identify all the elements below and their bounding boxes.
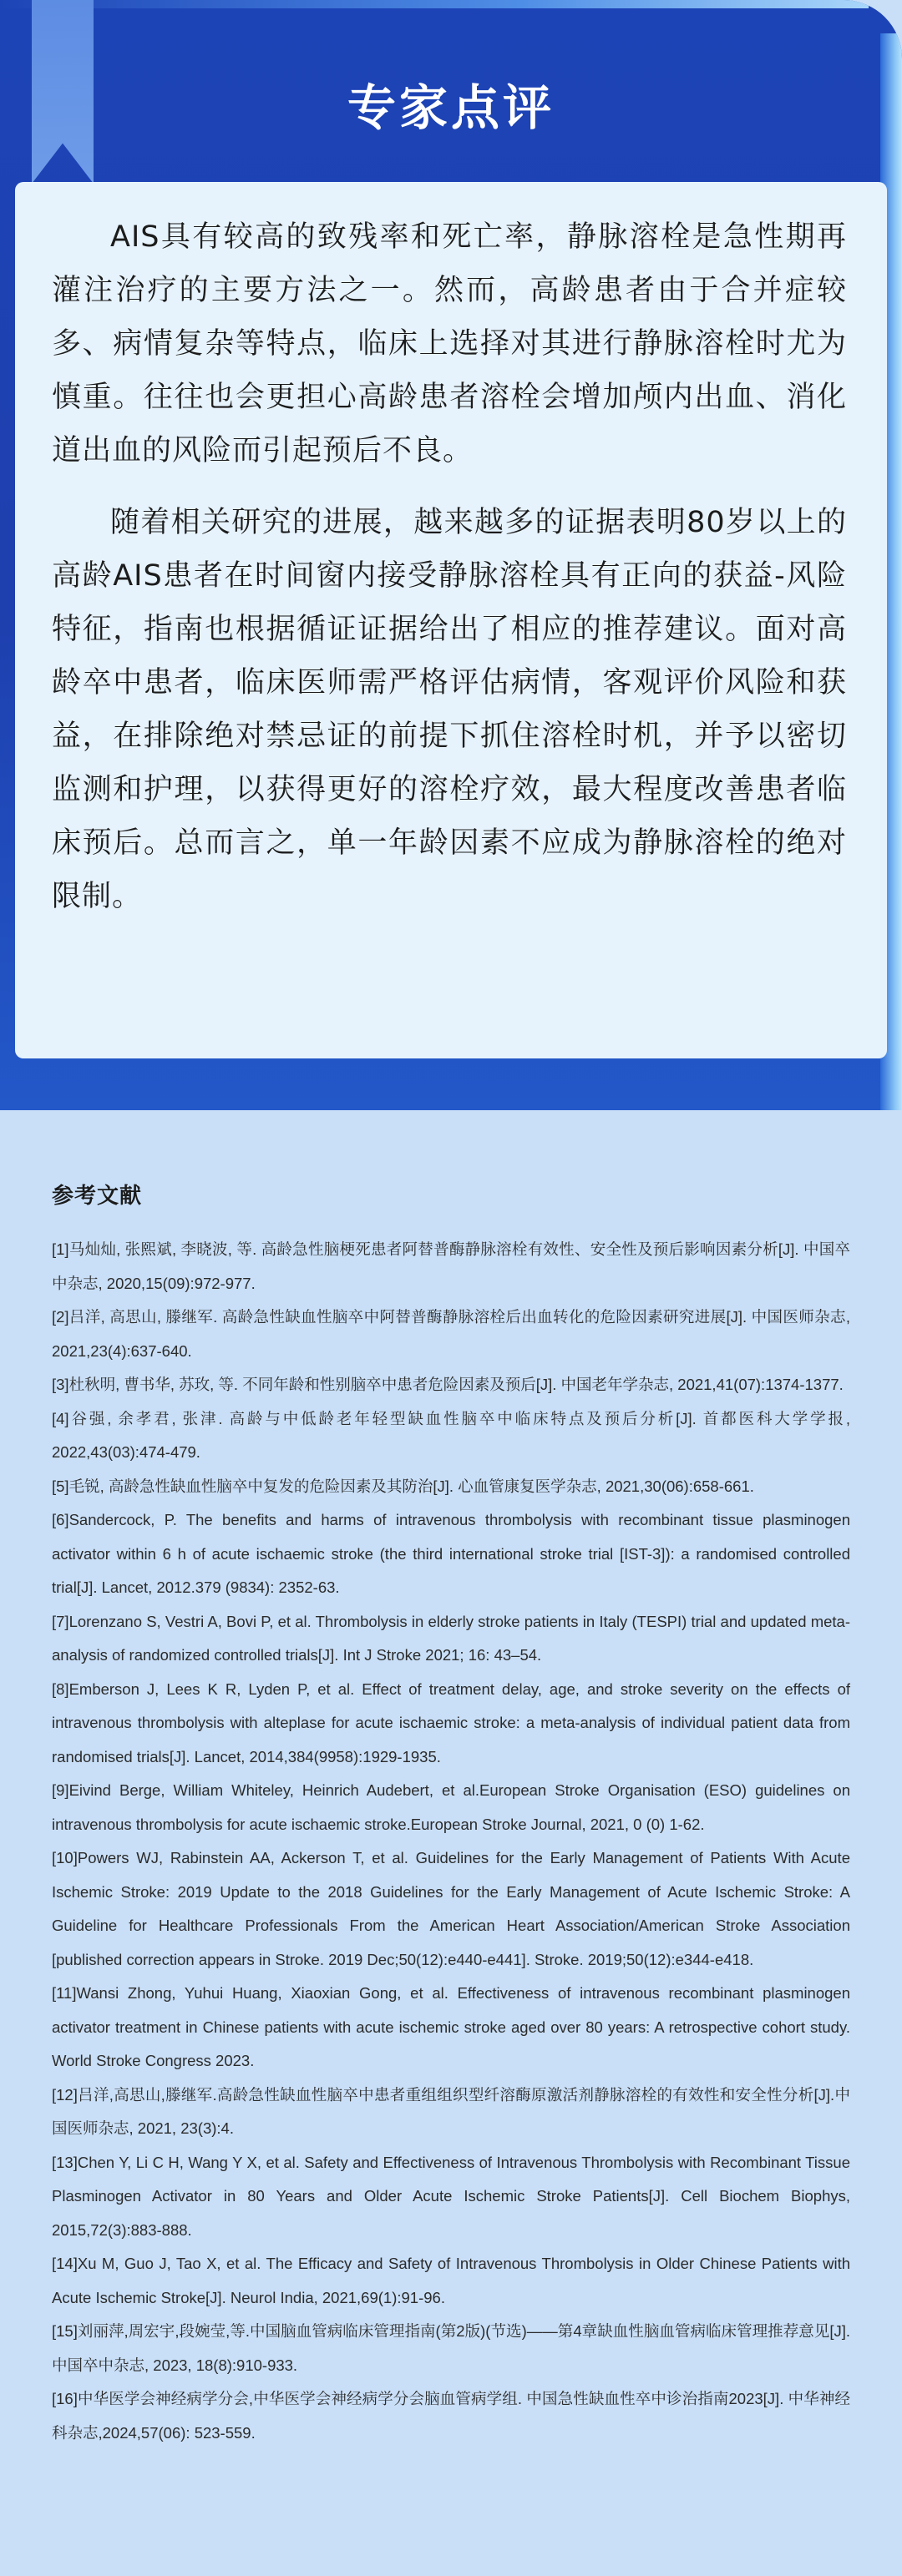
comment-paragraph-1: AIS具有较高的致残率和死亡率，静脉溶栓是急性期再灌注治疗的主要方法之一。然而，高龄患者由于合并症较多、病情复杂等特点，临床上选择对其进行静脉溶栓时尤为慎重。往往也会更担心高龄患者溶栓会增加颅内出血、消化道出血的风险而引起预后不良。 xyxy=(52,220,847,467)
references-heading: 参考文献 xyxy=(52,1184,143,1209)
reference-item: [5]毛锐, 高龄急性缺血性脑卒中复发的危险因素及其防治[J]. 心血管康复医学杂志, 2021,30(06):658-661. xyxy=(52,1477,754,1495)
reference-item: [15]刘丽萍,周宏宇,段婉莹,等.中国脑血管病临床管理指南(第2版)(节选)——第4章缺血性脑血管病临床管理推荐意见[J].中国卒中杂志, 2023, 18(8):910-933. xyxy=(52,2322,850,2374)
reference-item: [9]Eivind Berge, William Whiteley, Heinrich Audebert, et al.European Stroke Organisation (ESO) guidelines on intravenous thrombolysis for acute ischaemic stroke.European Stroke Journal, 2021, 0 (0) 1-62. xyxy=(52,1781,850,1833)
references-section xyxy=(52,1179,850,2450)
references-list xyxy=(52,1233,850,2450)
reference-item: [1]马灿灿, 张熙斌, 李晓波, 等. 高龄急性脑梗死患者阿替普酶静脉溶栓有效性、安全性及预后影响因素分析[J]. 中国卒中杂志, 2020,15(09):972-977. xyxy=(52,1240,850,1292)
reference-item: [10]Powers WJ, Rabinstein AA, Ackerson T, et al. Guidelines for the Early Management of Patients With Acute Ischemic Stroke: 2019 Update to the 2018 Guidelines for the Early Management of Acute Ischemic Stroke: A Guideline for Healthcare Professionals From the American Heart Association/American Stroke Association [published correction appears in Stroke. 2019 Dec;50(12):e440-e441]. Stroke. 2019;50(12):e344-e418. xyxy=(52,1849,850,1968)
comment-card xyxy=(15,182,887,1058)
expert-comment-panel xyxy=(0,0,902,1110)
reference-item: [16]中华医学会神经病学分会,中华医学会神经病学分会脑血管病学组. 中国急性缺血性卒中诊治指南2023[J]. 中华神经科杂志,2024,57(06): 523-559. xyxy=(52,2390,850,2442)
reference-item: [7]Lorenzano S, Vestri A, Bovi P, et al. Thrombolysis in elderly stroke patients in Italy (TESPI) trial and updated meta-analysis of randomized controlled trials[J]. Int J Stroke 2021; 16: 43–54. xyxy=(52,1612,850,1664)
reference-item: [3]杜秋明, 曹书华, 苏玫, 等. 不同年龄和性别脑卒中患者危险因素及预后[J]. 中国老年学杂志, 2021,41(07):1374-1377. xyxy=(52,1376,844,1393)
reference-item: [8]Emberson J, Lees K R, Lyden P, et al. Effect of treatment delay, age, and stroke severity on the effects of intravenous thrombolysis with alteplase for acute ischaemic stroke: a meta-analysis of individual patient data from randomised trials[J]. Lancet, 2014,384(9958):1929-1935. xyxy=(52,1679,850,1765)
reference-item: [11]Wansi Zhong, Yuhui Huang, Xiaoxian Gong, et al. Effectiveness of intravenous recombinant plasminogen activator treatment in Chinese patients with acute ischemic stroke aged over 80 years: A retrospective cohort study. World Stroke Congress 2023. xyxy=(52,1984,850,2069)
comment-paragraph-2: 随着相关研究的进展，越来越多的证据表明80岁以上的高龄AIS患者在时间窗内接受静脉溶栓具有正向的获益-风险特征，指南也根据循证证据给出了相应的推荐建议。面对高龄卒中患者，临床医师需严格评估病情，客观评价风险和获益，在排除绝对禁忌证的前提下抓住溶栓时机，并予以密切监测和护理，以获得更好的溶栓疗效，最大程度改善患者临床预后。总而言之，单一年龄因素不应成为静脉溶栓的绝对限制。 xyxy=(52,506,847,913)
reference-item: [2]吕洋, 高思山, 滕继军. 高龄急性缺血性脑卒中阿替普酶静脉溶栓后出血转化的危险因素研究进展[J]. 中国医师杂志, 2021,23(4):637-640. xyxy=(52,1308,850,1360)
reference-item: [14]Xu M, Guo J, Tao X, et al. The Efficacy and Safety of Intravenous Thrombolysis in Older Chinese Patients with Acute Ischemic Stroke[J]. Neurol India, 2021,69(1):91-96. xyxy=(52,2255,850,2306)
reference-item: [6]Sandercock, P. The benefits and harms of intravenous thrombolysis with recombinant tissue plasminogen activator within 6 h of acute ischaemic stroke (the third international stroke trial [IST-3]): a randomised controlled trial[J]. Lancet, 2012.379 (9834): 2352-63. xyxy=(52,1511,850,1596)
panel-top-highlight xyxy=(0,0,869,8)
reference-item: [13]Chen Y, Li C H, Wang Y X, et al. Safety and Effectiveness of Intravenous Thrombolysis with Recombinant Tissue Plasminogen Activator in 80 Years and Older Acute Ischemic Stroke Patients[J]. Cell Biochem Biophys, 2015,72(3):883-888. xyxy=(52,2153,850,2239)
reference-item: [12]吕洋,高思山,滕继军.高龄急性缺血性脑卒中患者重组组织型纤溶酶原激活剂静脉溶栓的有效性和安全性分析[J].中国医师杂志, 2021, 23(3):4. xyxy=(52,2085,850,2137)
reference-item: [4]谷强, 余孝君, 张津. 高龄与中低龄老年轻型缺血性脑卒中临床特点及预后分析[J]. 首都医科大学学报, 2022,43(03):474-479. xyxy=(52,1409,850,1461)
panel-title: 专家点评 xyxy=(347,79,555,136)
